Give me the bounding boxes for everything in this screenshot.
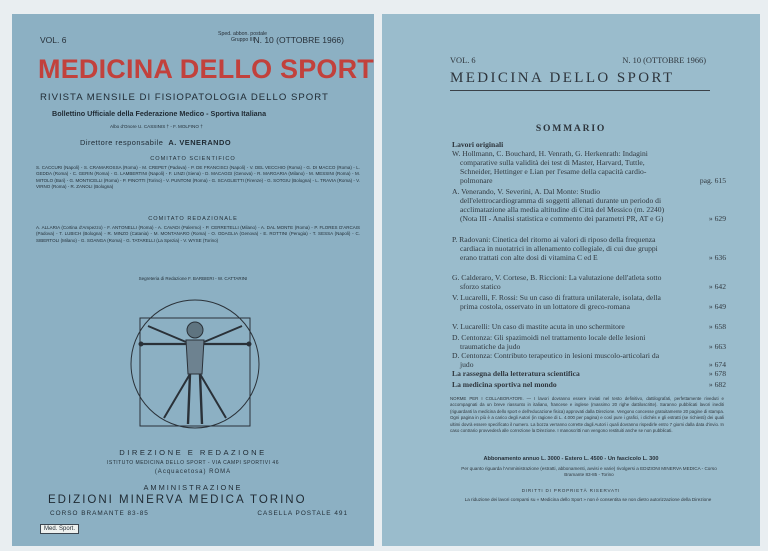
publisher-name: EDIZIONI MINERVA MEDICA TORINO xyxy=(48,494,307,506)
toc-entry-page: » 674 xyxy=(708,359,726,369)
volume-label: VOL. 6 xyxy=(40,35,67,45)
toc-entry xyxy=(452,294,726,312)
editorial-secretary: Segreteria di Redazione F. BARBIERI - W. CATTARINI xyxy=(138,276,248,281)
toc-entry-text: La rassegna della letteratura scientifica xyxy=(452,369,580,378)
vitruvian-man-illustration xyxy=(120,290,270,432)
editorial-committee-heading: COMITATO REDAZIONALE xyxy=(148,216,238,222)
issue-number: N. 10 (OTTOBRE 1966) xyxy=(253,35,344,45)
toc-entry-page: » 682 xyxy=(708,380,726,389)
director-name: A. VENERANDO xyxy=(168,138,232,147)
toc-entry-page: » 649 xyxy=(708,301,726,311)
section-heading: Lavori originali xyxy=(452,140,504,149)
journal-cover xyxy=(12,14,374,546)
contributor-guidelines: NORME PER I COLLABORATORI. — I lavori dovranno essere inviati nel testo definitivo, dattilografati, perfettamente riveduti e accompagnati da un breve riassunto in italiano, francese e inglese (massimo 20 righe dattiloscritte). Saranno pubblicati lavori inediti (riguardanti la medicina dello sport e dell'educazione fisica) approvati dalla Direzione. Vengono concesse gratuitamente 20 pagine di stampa. Ogni pagina in più è a carico degli Autori (in ragione di L. 4.000 per pagina) e così pure i grafici, i clichés e gli estratti (se richiesti) dei quali ultimi dovrà essere specificato il numero. La bozza verranno corrette dagli Autori i quali dovranno rispedirle entro 7 giorni dalla data d'invio. In caso contrario provvederà alle correzione la Direzione. I manoscritti non vengono restituiti anche se non pubblicati. xyxy=(450,396,724,434)
toc-entry xyxy=(452,236,726,263)
acquacetosa-line: (Acquacetosa) ROMA xyxy=(154,469,232,475)
toc-entry-text: A. Venerando, V. Severini, A. Dal Monte: Studio dell'elettrocardiogramma di soggetti allenati durante un periodo di acclimatazione alla media altitudine di Città del Messico (m. 2240) (Nota III - Analisi statistica e commento dei parametri PR, AT e G) xyxy=(452,187,665,223)
direzione-heading: DIREZIONE E REDAZIONE xyxy=(119,448,267,457)
toc-entry-text: D. Centonza: Contributo terapeutico in lesioni muscolo-articolari da judo xyxy=(452,351,660,369)
contents-header-line xyxy=(450,56,706,68)
issue-number: N. 10 (OTTOBRE 1966) xyxy=(622,56,706,65)
toc-entry xyxy=(452,381,726,390)
title-rule xyxy=(450,90,710,91)
toc-entry-text: W. Hollmann, C. Bouchard, H. Venrath, G. Herkenrath: Indagini comparative sulla validità dei test di Master, Harvard, Tuttle, Schneider, Hettinger e Lian per l'esame della capacità cardio-polmonare xyxy=(452,149,648,185)
editorial-committee-names: A. ALLARIA (Cortina d'Ampezzo) - F. ANTONELLI (Roma) - A. CAVADI (Palermo) - P. CERRETELLI (Milano) - A. DAL MONTE (Roma) - P. FLORES D'ARCAIS (Padova) - T. LUBICH (Bologna) - R. MINZO (Catania) - M. MONTANARO (Roma) - O. ODAGLIA (Genova) - E. ROTTINI (Perugia) - T. SESSA (Napoli) - C. SIBERTOLI (Milano) - G. SOANGA (Roma) - G. TATARELLI (La Spezia) - V. WYSE (Torino) xyxy=(36,225,360,243)
istituto-address: ISTITUTO MEDICINA DELLO SPORT - VIA CAMPI SPORTIVI 46 xyxy=(106,460,279,466)
toc-entry xyxy=(452,150,726,186)
toc-entry-text: G. Calderaro, V. Cortese, B. Riccioni: La valutazione dell'atleta sotto sforzo statico xyxy=(452,273,662,291)
amministrazione-heading: AMMINISTRAZIONE xyxy=(143,483,243,492)
library-stamp: Med. Sport. xyxy=(40,524,79,534)
toc-entry xyxy=(452,370,726,379)
reproduction-notice: La riduzione dei lavori comparsi su « Medicina dello Sport » non è consentita se non dietro autorizzazione della Direzione xyxy=(464,497,712,502)
toc-entry-page: » 663 xyxy=(708,341,726,351)
postal-notice: Sped. abbon. postale Gruppo III xyxy=(218,31,268,43)
cover-header-line xyxy=(40,31,344,53)
toc-entry-text: P. Radovani: Cinetica del ritorno ai valori di riposo della frequenza cardiaca in nuotatrici in allenamento collegiale, di cui due gruppi erano trattati con alte dosi di vitamina C ed E xyxy=(452,235,658,262)
director-label: Direttore responsabile xyxy=(80,138,164,147)
publisher-po-box: CASELLA POSTALE 491 xyxy=(257,510,348,517)
rights-notice: DIRITTI DI PROPRIETÀ RISERVATI xyxy=(521,488,621,493)
toc-entry-page: » 678 xyxy=(708,369,726,378)
sommario-heading: SOMMARIO xyxy=(535,123,607,134)
administration-contact: Per quanto riguarda l'Amministrazione (estratti, abbonamenti, avvisi e varie) rivolgersi a EDIZIONI MINERVA MEDICA - Corso Bramante 83-85 - Torino xyxy=(461,466,717,478)
toc-entry-page: » 636 xyxy=(708,252,726,262)
subscription-prices: Abbonamento annuo L. 3000 - Estero L. 4500 - Un fascicolo L. 300 xyxy=(483,456,659,462)
official-bulletin-line: Bollettino Ufficiale della Federazione Medico - Sportiva Italiana xyxy=(52,109,267,118)
scientific-committee-names: S. CACCURI (Napoli) - S. CRAMAROSSA (Roma) - M. CREPET (Padova) - P. DE FRANCISCI (Napoli) - V. DEL VECCHIO (Roma) - G. DI MACCO (Roma) - L. GEDDA (Roma) - C. GERIN (Roma) - G. LAMBERTINI (Napoli) - F. LINZI (Siena) - D. MACAGGI (Genova) - R. MARGARIA (Milano) - M. MESSINI (Roma) - M. MITOLO (Bari) - G. MONTICELLI (Roma) - P. PINOTTI (Torino) - V. PUNTONI (Roma) - G. SCAGLIETTI (Firenze) - G. SOTGIU (Bologna) - L. TRAVIA (Roma) - V. VIRNO (Roma) - R. ZANOLI (Bologna) xyxy=(36,165,360,190)
toc-entry-page: » 629 xyxy=(708,213,726,223)
journal-title: MEDICINA DELLO SPORT xyxy=(38,54,374,84)
toc-entry-text: V. Lucarelli: Un caso di mastite acuta in uno schermitore xyxy=(452,322,625,331)
albo-d-onore: Albo d'Onore U. CASSINIS † - F. MOLFINO † xyxy=(110,124,203,129)
publisher-street: CORSO BRAMANTE 83-85 xyxy=(50,510,149,517)
contents-page xyxy=(382,14,760,546)
toc-entry xyxy=(452,334,726,352)
toc-entry-page: » 658 xyxy=(708,322,726,331)
toc-entry-text: V. Lucarelli, F. Rossi: Su un caso di frattura unilaterale, isolata, della prima costola, osservato in un lottatore di greco-romana xyxy=(452,293,661,311)
toc-entry xyxy=(452,188,726,224)
toc-entry xyxy=(452,274,726,292)
volume-label: VOL. 6 xyxy=(450,56,476,65)
toc-entry xyxy=(452,323,726,332)
toc-entry-page: » 642 xyxy=(708,281,726,291)
toc-entry-text: D. Centonza: Gli spazimoidi nel trattamento locale delle lesioni traumatiche da judo xyxy=(452,333,646,351)
journal-subtitle: RIVISTA MENSILE DI FISIOPATOLOGIA DELLO SPORT xyxy=(40,92,329,103)
director-line xyxy=(80,138,231,147)
toc-entry-text: La medicina sportiva nel mondo xyxy=(452,380,557,389)
toc-entry xyxy=(452,352,726,370)
scientific-committee-heading: COMITATO SCIENTIFICO xyxy=(150,156,236,162)
journal-title: MEDICINA DELLO SPORT xyxy=(450,70,675,86)
toc-entry-page: pag. 615 xyxy=(699,175,726,185)
